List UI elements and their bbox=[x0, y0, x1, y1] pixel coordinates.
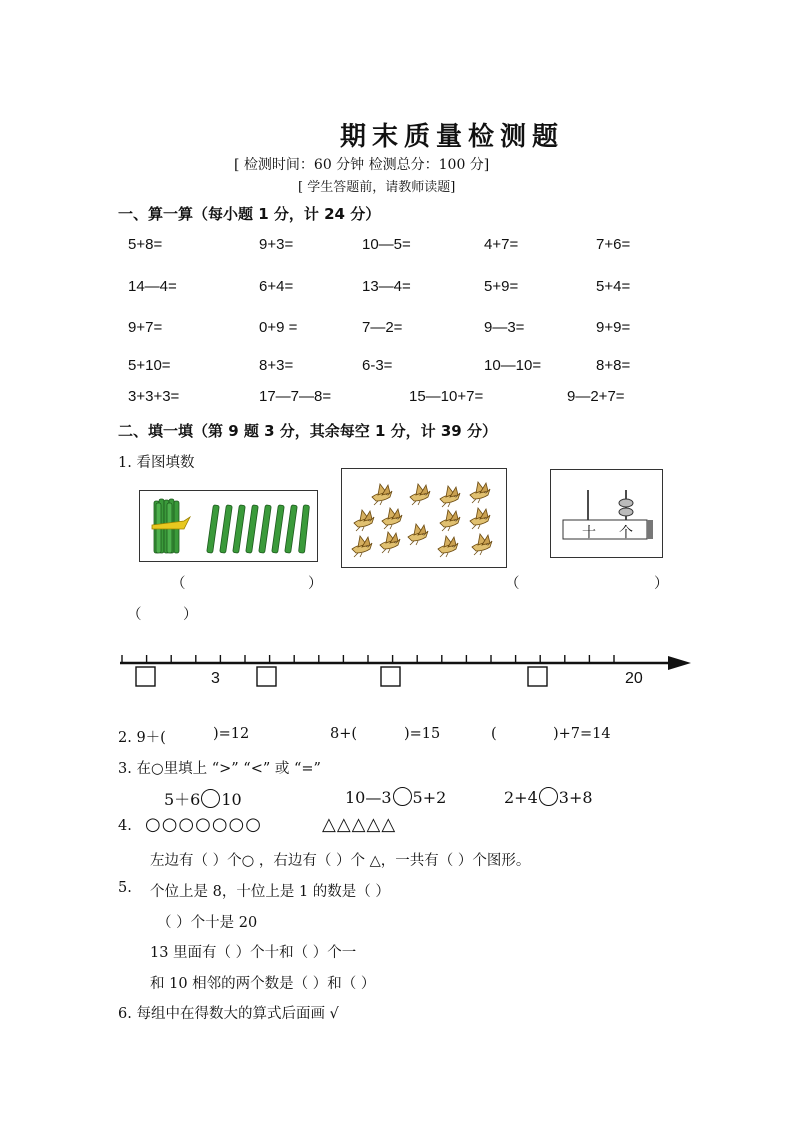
bird-icon bbox=[380, 532, 400, 553]
teacher-note: [ 学生答题前，请教师读题] bbox=[298, 180, 456, 195]
q2-part: 8+( bbox=[330, 726, 358, 742]
abacus-icon bbox=[551, 470, 662, 557]
compare-circle[interactable] bbox=[393, 787, 412, 806]
calc-item: 10—5= bbox=[362, 236, 411, 253]
q1-label: 1. 看图填数 bbox=[118, 455, 195, 471]
q2-part: )=12 bbox=[213, 726, 250, 742]
calc-item: 7+6= bbox=[596, 236, 631, 253]
numberline-box[interactable] bbox=[136, 667, 155, 686]
calc-item: 0+9 = bbox=[259, 319, 298, 336]
calc-item: 6+4= bbox=[259, 278, 294, 295]
birds-icon bbox=[342, 469, 506, 567]
sticks-picture bbox=[139, 490, 318, 562]
calc-item: 8+3= bbox=[259, 357, 294, 374]
q3-item-3 bbox=[504, 787, 593, 807]
q5-line: 13 里面有（ ）个十和（ ）个一 bbox=[150, 945, 357, 961]
compare-circle[interactable] bbox=[201, 789, 220, 808]
q5-line: 个位上是 8，十位上是 1 的数是（ ） bbox=[150, 884, 390, 900]
bird-icon bbox=[410, 484, 430, 505]
answer-paren-close[interactable]: ） bbox=[308, 576, 323, 592]
calc-item: 5+10= bbox=[128, 357, 171, 374]
q4-triangles: △△△△△ bbox=[322, 814, 397, 835]
abacus-picture bbox=[550, 469, 663, 558]
bird-icon bbox=[470, 482, 490, 503]
q3-item-1 bbox=[164, 787, 242, 810]
q3-right: 5+2 bbox=[412, 788, 447, 807]
q5-line: （ ）个十是 20 bbox=[157, 915, 258, 931]
calc-item: 4+7= bbox=[484, 236, 519, 253]
calc-item: 13—4= bbox=[362, 278, 411, 295]
sticks-icon bbox=[140, 491, 317, 561]
q3-right: 3+8 bbox=[558, 788, 593, 807]
calc-item: 14—4= bbox=[128, 278, 177, 295]
answer-paren-open[interactable]: （ bbox=[171, 576, 186, 592]
calc-item: 7—2= bbox=[362, 319, 403, 336]
q2-part: )=15 bbox=[404, 726, 441, 742]
section1-heading: 一、算一算（每小题 1 分，计 24 分） bbox=[118, 205, 381, 223]
exam-info: [ 检测时间：60 分钟 检测总分：100 分] bbox=[234, 157, 490, 173]
q3-left: 10—3 bbox=[345, 788, 392, 807]
q2-part: ( bbox=[491, 726, 497, 742]
q4-circles: ○○○○○○○ bbox=[145, 814, 262, 835]
number-line bbox=[118, 645, 694, 695]
calc-item: 9+7= bbox=[128, 319, 163, 336]
bird-icon bbox=[372, 484, 392, 505]
answer-paren-close[interactable]: ） bbox=[654, 576, 669, 592]
page-title: 期末质量检测题 bbox=[340, 122, 565, 152]
bird-icon bbox=[408, 524, 428, 545]
abacus-tens-label: 十 bbox=[582, 525, 596, 541]
bird-icon bbox=[352, 536, 372, 557]
q3-label: 3. 在○里填上 “>” “<” 或 “=” bbox=[118, 761, 321, 777]
answer-paren-open[interactable]: （ bbox=[505, 576, 520, 592]
q5-line: 和 10 相邻的两个数是（ ）和（ ） bbox=[150, 976, 376, 992]
numberline-box[interactable] bbox=[528, 667, 547, 686]
calc-item: 5+4= bbox=[596, 278, 631, 295]
calc-item: 8+8= bbox=[596, 357, 631, 374]
calc-item: 17—7—8= bbox=[259, 388, 332, 405]
q3-left: 5＋6 bbox=[164, 790, 201, 809]
calc-item: 3+3+3= bbox=[128, 388, 180, 405]
answer-paren-open[interactable]: （ bbox=[127, 607, 142, 623]
calc-item: 9+9= bbox=[596, 319, 631, 336]
calc-item: 5+9= bbox=[484, 278, 519, 295]
bird-icon bbox=[354, 510, 374, 531]
q3-left: 2+4 bbox=[504, 788, 538, 807]
calc-item: 5+8= bbox=[128, 236, 163, 253]
section2-heading: 二、填一填（第 9 题 3 分，其余每空 1 分，计 39 分） bbox=[118, 422, 497, 440]
calc-item: 9+3= bbox=[259, 236, 294, 253]
birds-picture bbox=[341, 468, 507, 568]
abacus-ones-label: 个 bbox=[619, 525, 633, 541]
q4-question: 左边有（ ）个○ ，右边有（ ）个 △，一共有（ ）个图形。 bbox=[150, 853, 531, 869]
q6-label: 6. 每组中在得数大的算式后面画 √ bbox=[118, 1006, 339, 1022]
q5-label: 5. bbox=[118, 880, 132, 896]
calc-item: 9—3= bbox=[484, 319, 525, 336]
compare-circle[interactable] bbox=[539, 787, 558, 806]
numberline-box[interactable] bbox=[257, 667, 276, 686]
calc-item: 9—2+7= bbox=[567, 388, 625, 405]
bird-icon bbox=[470, 508, 490, 529]
numberline-box[interactable] bbox=[381, 667, 400, 686]
calc-item: 10—10= bbox=[484, 357, 542, 374]
q2-part: )+7=14 bbox=[553, 726, 611, 742]
bird-icon bbox=[440, 486, 460, 507]
numberline-label-3: 3 bbox=[211, 670, 220, 687]
numberline-label-20: 20 bbox=[625, 670, 643, 687]
calc-item: 15—10+7= bbox=[409, 388, 484, 405]
q4-label: 4. bbox=[118, 818, 132, 834]
q3-right: 10 bbox=[221, 790, 242, 809]
q2-part: 2. 9＋( bbox=[118, 730, 166, 746]
bird-icon bbox=[438, 536, 458, 557]
calc-item: 6-3= bbox=[362, 357, 393, 374]
bird-icon bbox=[472, 534, 492, 555]
answer-paren-close[interactable]: ） bbox=[183, 607, 198, 623]
q3-item-2 bbox=[345, 787, 446, 807]
bird-icon bbox=[440, 510, 460, 531]
bird-icon bbox=[382, 508, 402, 529]
